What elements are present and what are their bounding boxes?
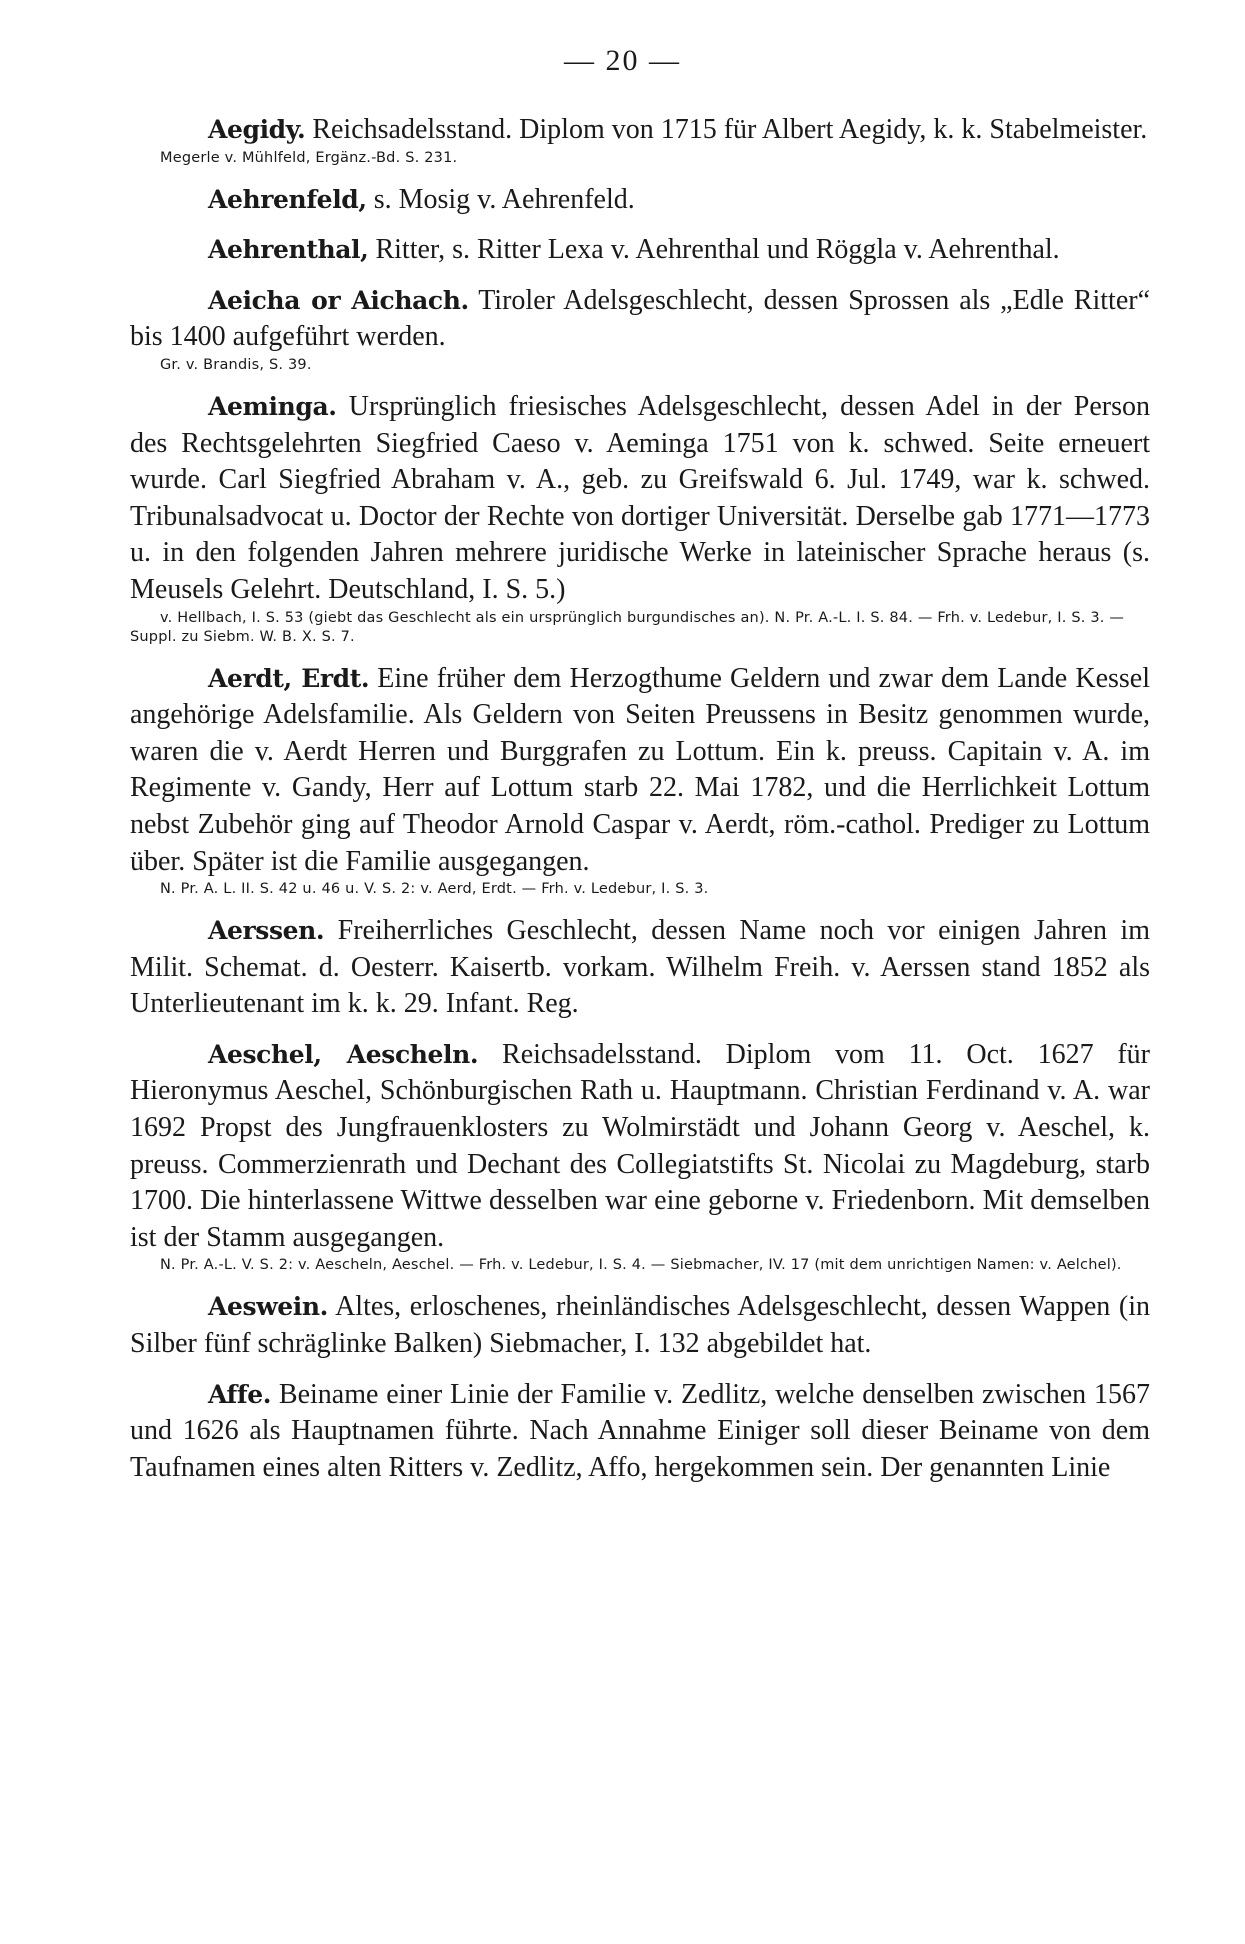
entry-paragraph <box>130 1037 1150 1257</box>
entry-headword: Aegidy. <box>208 115 306 144</box>
entry-headword: Aehrenthal, <box>208 235 369 265</box>
entry-reference: N. Pr. A.-L. V. S. 2: v. Aescheln, Aeschel. — Frh. v. Ledebur, I. S. 4. — Siebmacher, IV. 17 (mit dem unrichtigen Namen: v. Aelchel). <box>160 1257 1122 1274</box>
entry-reference: Gr. v. Brandis, S. 39. <box>160 356 312 373</box>
entry-text: s. Mosig v. Aehrenfeld. <box>366 183 635 215</box>
entry-paragraph <box>130 661 1150 881</box>
entry-aerssen <box>130 913 1150 1023</box>
entry-text: Freiherrliches Geschlecht, dessen Name noch vor einigen Jahren im Milit. Schemat. d. Oesterr. Kaisertb. vorkam. Wilhelm Freih. v. Aerssen stand 1852 als Unterlieutenant im k. k. 29. Infant. Reg. <box>130 915 1150 1020</box>
entry-headword: Aerdt, Erdt. <box>208 663 370 693</box>
entry-paragraph <box>130 182 1150 219</box>
entry-aeicha <box>130 283 1150 375</box>
entry-affe <box>130 1377 1150 1487</box>
entry-paragraph <box>130 1289 1150 1362</box>
entry-paragraph <box>130 232 1150 269</box>
entry-paragraph <box>130 112 1150 149</box>
entry-paragraph <box>130 283 1150 356</box>
entry-text: Tiroler Adelsgeschlecht, dessen Sprossen als „Edle Ritter“ bis 1400 aufgeführt werden. <box>130 284 1150 353</box>
entry-headword: Aeicha or Aichach. <box>208 285 469 315</box>
entry-aeminga <box>130 389 1150 647</box>
entry-paragraph <box>130 389 1150 609</box>
entry-headword: Aerssen. <box>208 916 325 946</box>
entry-text: Reichsadelsstand. Diplom von 1715 für Albert Aegidy, k. k. Stabelmeister. <box>305 114 1148 145</box>
page-number: — 20 — <box>564 44 681 77</box>
entry-reference: N. Pr. A. L. II. S. 42 u. 46 u. V. S. 2: v. Aerd, Erdt. — Frh. v. Ledebur, I. S. 3. <box>160 881 709 898</box>
entry-aeschel <box>130 1037 1150 1276</box>
entry-text: Beiname einer Linie der Familie v. Zedlitz, welche denselben zwischen 1567 und 1626 als Hauptnamen führte. Nach Annahme Einiger soll dieser Beiname von dem Taufnamen eines alten Ritters v. Zedlitz, Affo, hergekommen sein. Der genannten Linie <box>130 1378 1150 1483</box>
entry-headword: Affe. <box>208 1379 272 1409</box>
entry-aeswein <box>130 1289 1150 1362</box>
entry-aehrenthal <box>130 232 1150 269</box>
entry-text: Ritter, s. Ritter Lexa v. Aehrenthal und Röggla v. Aehrenthal. <box>368 234 1060 266</box>
entry-text: Reichsadelsstand. Diplom vom 11. Oct. 1627 für Hieronymus Aeschel, Schönburgischen Rath u. Hauptmann. Christian Ferdinand v. A. war 1692 Propst des Jungfrauenklosters zu Wolmirstädt und Johann Georg v. Aeschel, k. preuss. Commerzienrath und Dechant des Collegiatstifts St. Nicolai zu Magdeburg, starb 1700. Die hinterlassene Wittwe desselben war eine geborne v. Friedenborn. Mit demselben ist der Stamm ausgegangen. <box>130 1038 1151 1253</box>
entry-headword: Aeminga. <box>208 391 337 421</box>
entry-paragraph <box>130 1377 1150 1487</box>
entry-aerdt <box>130 661 1150 900</box>
entry-text: Ursprünglich friesisches Adelsgeschlecht, dessen Adel in der Person des Rechtsgelehrten Siegfried Caeso v. Aeminga 1751 von k. schwed. Seite erneuert wurde. Carl Siegfried Abraham v. A., geb. zu Greifswald 6. Jul. 1749, war k. schwed. Tribunalsadvocat u. Doctor der Rechte von dortiger Universität. Derselbe gab 1771—1773 u. in den folgenden Jahren mehrere juridische Werke in lateinischer Sprache heraus (s. Meusels Gelehrt. Deutschland, I. S. 5.) <box>130 390 1150 605</box>
entry-headword: Aeswein. <box>208 1292 328 1322</box>
entry-reference: v. Hellbach, I. S. 53 (giebt das Geschlecht als ein ursprünglich burgundisches an). N. Pr. A.-L. I. S. 84. — Frh. v. Ledebur, I. S. 3. — Suppl. zu Siebm. W. B. X. S. 7. <box>130 609 1125 645</box>
entry-aegidy <box>130 112 1150 168</box>
entry-text: Altes, erloschenes, rheinländisches Adelsgeschlecht, dessen Wappen (in Silber fünf schräglinke Balken) Siebmacher, I. 132 abgebildet hat. <box>130 1291 1150 1360</box>
page-body <box>130 112 1150 1500</box>
entry-reference: Megerle v. Mühlfeld, Ergänz.-Bd. S. 231. <box>160 149 458 166</box>
entry-aehrenfeld <box>130 182 1150 219</box>
entry-headword: Aehrenfeld, <box>208 184 367 214</box>
entry-text: Eine früher dem Herzogthume Geldern und zwar dem Lande Kessel angehörige Adelsfamilie. Als Geldern von Seiten Preussens in Besitz genommen wurde, waren die v. Aerdt Herren und Burggrafen zu Lottum. Ein k. preuss. Capitain v. A. im Regimente v. Gandy, Herr auf Lottum starb 22. Mai 1782, und die Herrlichkeit Lottum nebst Zubehör ging auf Theodor Arnold Caspar v. Aerdt, röm.-cathol. Prediger zu Lottum über. Später ist die Familie ausgegangen. <box>130 662 1150 877</box>
entry-paragraph <box>130 913 1150 1023</box>
entry-headword: Aeschel, Aescheln. <box>208 1039 479 1069</box>
